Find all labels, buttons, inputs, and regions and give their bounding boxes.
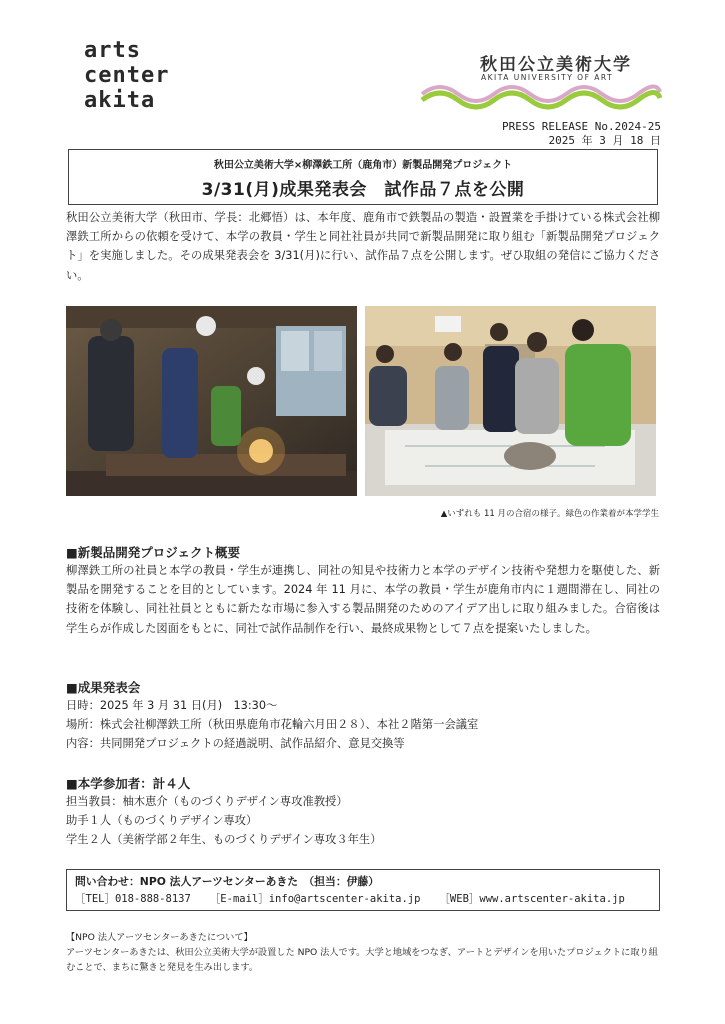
about-body: アーツセンターあきたは、秋田公立美術大学が設置した NPO 法人です。大学と地域をつなぎ、アートとデザインを用いたプロジェクトに取り組むことで、まちに驚きと発見を生み出します。 xyxy=(66,947,658,973)
contact-web[interactable]: ［WEB］www.artscenter-akita.jp xyxy=(439,893,625,905)
photo-workshop xyxy=(66,306,357,496)
logo-line: center xyxy=(84,63,170,88)
university-name-en: AKITA UNIVERSITY OF ART xyxy=(481,73,614,82)
presentation-datetime: 日時：2025 年 3 月 31 日(月) 13:30～ xyxy=(66,699,278,712)
press-release-header xyxy=(502,120,661,148)
release-date: 2025 年 3 月 18 日 xyxy=(548,134,661,147)
photo-caption: ▲いずれも 11 月の合宿の様子。緑色の作業着が本学学生 xyxy=(440,509,659,519)
presentation-section xyxy=(66,678,660,754)
about-section xyxy=(66,930,660,975)
participant-line: 学生２人（美術学部２年生、ものづくりデザイン専攻３年生） xyxy=(66,833,382,847)
logo-line: akita xyxy=(84,88,156,113)
logo-line: arts xyxy=(84,38,141,63)
page-title: 3/31(月)成果発表会 試作品７点を公開 xyxy=(201,180,525,200)
presentation-content: 内容：共同開発プロジェクトの経過説明、試作品紹介、意見交換等 xyxy=(66,737,405,751)
contact-email[interactable]: ［E-mail］info@artscenter-akita.jp xyxy=(209,893,421,905)
presentation-location: 場所：株式会社柳澤鉄工所（秋田県鹿角市花輪六月田２８）、本社２階第一会議室 xyxy=(66,718,479,732)
university-logo xyxy=(420,46,662,110)
contact-tel: ［TEL］018-888-8137 xyxy=(75,893,191,905)
overview-section xyxy=(66,543,660,638)
about-heading: 【NPO 法人アーツセンターあきたについて】 xyxy=(66,932,253,943)
participants-section xyxy=(66,774,660,850)
overview-body: 柳澤鉄工所の社員と本学の教員・学生が連携し、同社の知見や技術力と本学のデザイン技術や発想力を駆使した、新製品を開発することを目的としています。2024 年 11 月に、本学の教員・学生が鹿角市内に１週間滞在し、同社の技術を体験し、同社社員とともに新たな市場に参入する製品開発のためのアイデア出しに取り組みました。合宿後は学生らが作成した図面をもとに、同社で試作品制作を行い、最終成果物として７点を提案いたしました。 xyxy=(66,564,660,635)
photo-meeting xyxy=(365,306,656,496)
project-subtitle: 秋田公立美術大学×柳澤鉄工所（鹿角市）新製品開発プロジェクト xyxy=(213,160,513,171)
press-release-number: PRESS RELEASE No.2024-25 xyxy=(502,120,661,133)
contact-box xyxy=(66,869,660,911)
contact-heading: 問い合わせ：NPO 法人アーツセンターあきた （担当：伊藤） xyxy=(75,875,380,888)
wave-mark-icon xyxy=(420,82,662,112)
intro-paragraph: 秋田公立美術大学（秋田市、学長：北郷悟）は、本年度、鹿角市で鉄製品の製造・設置業を手掛けている株式会社柳澤鉄工所からの依頼を受けて、本学の教員・学生と同社社員が共同で新製品開発に取り組む「新製品開発プロジェクト」を実施しました。その成果発表会を 3/31(月)に行い、試作品７点を公開します。ぜひ取組の発信にご協力ください。 xyxy=(66,211,660,282)
participant-line: 担当教員：柚木恵介（ものづくりデザイン専攻准教授） xyxy=(66,795,348,808)
participant-line: 助手１人（ものづくりデザイン専攻） xyxy=(66,814,258,828)
university-name-jp: 秋田公立美術大学 xyxy=(480,55,632,75)
contact-details xyxy=(75,891,625,906)
title-box xyxy=(68,149,658,205)
arts-center-akita-logo xyxy=(84,38,194,113)
overview-heading: ■新製品開発プロジェクト概要 xyxy=(66,545,241,560)
presentation-heading: ■成果発表会 xyxy=(66,680,141,695)
participants-heading: ■本学参加者：計４人 xyxy=(66,776,191,791)
